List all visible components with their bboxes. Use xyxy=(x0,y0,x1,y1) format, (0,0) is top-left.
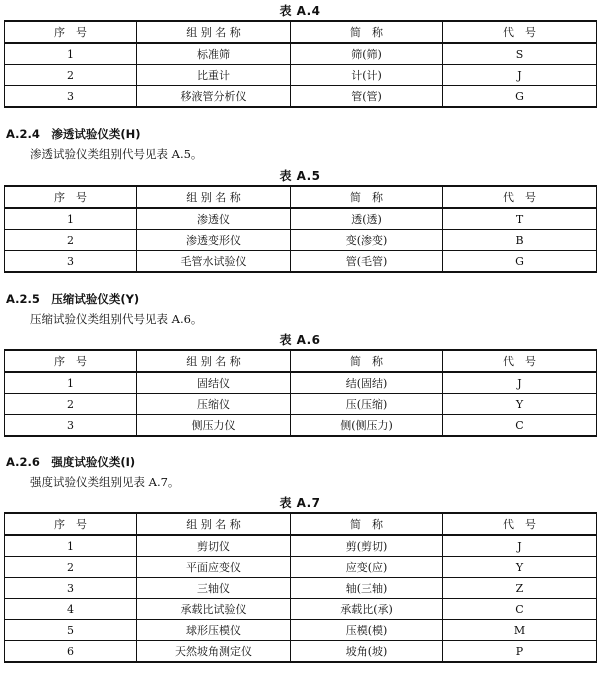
cell-serial: 5 xyxy=(5,620,137,641)
cell-group-name: 移液管分析仪 xyxy=(137,86,291,108)
cell-serial: 3 xyxy=(5,578,137,599)
table-row xyxy=(5,620,597,641)
section-heading-a26: A.2.6 强度试验仪类(I) xyxy=(6,455,136,469)
header-short-name: 简 称 xyxy=(291,186,443,208)
cell-serial: 3 xyxy=(5,415,137,437)
table-row xyxy=(5,208,597,230)
table-row xyxy=(5,230,597,251)
cell-code: J xyxy=(443,372,597,394)
cell-group-name: 球形压模仪 xyxy=(137,620,291,641)
section-text-a26: 强度试验仪类组别见表 A.7。 xyxy=(30,475,180,489)
header-code: 代 号 xyxy=(443,513,597,535)
header-short-name: 简 称 xyxy=(291,350,443,372)
header-group-name: 组 别 名 称 xyxy=(137,21,291,43)
header-group-name: 组 别 名 称 xyxy=(137,513,291,535)
header-code: 代 号 xyxy=(443,350,597,372)
table-row xyxy=(5,65,597,86)
cell-serial: 2 xyxy=(5,557,137,578)
header-code: 代 号 xyxy=(443,21,597,43)
header-group-name: 组 别 名 称 xyxy=(137,186,291,208)
cell-group-name: 渗透仪 xyxy=(137,208,291,230)
cell-serial: 2 xyxy=(5,65,137,86)
header-group-name: 组 别 名 称 xyxy=(137,350,291,372)
table-a5 xyxy=(4,185,597,273)
cell-serial: 6 xyxy=(5,641,137,663)
cell-short-name: 压(压缩) xyxy=(291,394,443,415)
cell-code: T xyxy=(443,208,597,230)
cell-code: B xyxy=(443,230,597,251)
cell-code: G xyxy=(443,251,597,273)
section-heading-a24: A.2.4 渗透试验仪类(H) xyxy=(6,127,141,141)
cell-short-name: 轴(三轴) xyxy=(291,578,443,599)
table-header-row xyxy=(5,350,597,372)
cell-code: C xyxy=(443,599,597,620)
cell-code: P xyxy=(443,641,597,663)
cell-short-name: 筛(筛) xyxy=(291,43,443,65)
cell-code: J xyxy=(443,535,597,557)
cell-short-name: 压模(模) xyxy=(291,620,443,641)
cell-group-name: 剪切仪 xyxy=(137,535,291,557)
cell-serial: 1 xyxy=(5,208,137,230)
cell-short-name: 侧(侧压力) xyxy=(291,415,443,437)
header-serial: 序 号 xyxy=(5,21,137,43)
table-row xyxy=(5,557,597,578)
cell-serial: 2 xyxy=(5,394,137,415)
section-heading-a25: A.2.5 压缩试验仪类(Y) xyxy=(6,292,140,306)
cell-short-name: 剪(剪切) xyxy=(291,535,443,557)
cell-short-name: 承载比(承) xyxy=(291,599,443,620)
table-row xyxy=(5,599,597,620)
section-text-a24: 渗透试验仪类组别代号见表 A.5。 xyxy=(30,147,203,161)
table-a4-caption: 表 A.4 xyxy=(279,4,321,18)
cell-serial: 1 xyxy=(5,535,137,557)
cell-code: S xyxy=(443,43,597,65)
table-a6-caption: 表 A.6 xyxy=(279,333,321,347)
cell-short-name: 应变(应) xyxy=(291,557,443,578)
cell-code: C xyxy=(443,415,597,437)
table-header-row xyxy=(5,21,597,43)
cell-group-name: 比重计 xyxy=(137,65,291,86)
table-row xyxy=(5,43,597,65)
section-text-a25: 压缩试验仪类组别代号见表 A.6。 xyxy=(30,312,203,326)
cell-short-name: 透(透) xyxy=(291,208,443,230)
cell-serial: 3 xyxy=(5,251,137,273)
cell-serial: 1 xyxy=(5,372,137,394)
table-row xyxy=(5,578,597,599)
table-row xyxy=(5,394,597,415)
header-short-name: 简 称 xyxy=(291,513,443,535)
cell-group-name: 固结仪 xyxy=(137,372,291,394)
cell-code: Y xyxy=(443,394,597,415)
header-short-name: 简 称 xyxy=(291,21,443,43)
cell-short-name: 管(毛管) xyxy=(291,251,443,273)
cell-group-name: 压缩仪 xyxy=(137,394,291,415)
cell-serial: 1 xyxy=(5,43,137,65)
cell-short-name: 坡角(坡) xyxy=(291,641,443,663)
cell-code: M xyxy=(443,620,597,641)
cell-short-name: 管(管) xyxy=(291,86,443,108)
cell-serial: 4 xyxy=(5,599,137,620)
header-serial: 序 号 xyxy=(5,186,137,208)
cell-code: Z xyxy=(443,578,597,599)
table-a5-caption: 表 A.5 xyxy=(279,169,321,183)
cell-group-name: 渗透变形仪 xyxy=(137,230,291,251)
cell-group-name: 毛管水试验仪 xyxy=(137,251,291,273)
table-row xyxy=(5,86,597,108)
table-a7-caption: 表 A.7 xyxy=(279,496,321,510)
table-header-row xyxy=(5,186,597,208)
cell-short-name: 结(固结) xyxy=(291,372,443,394)
cell-group-name: 天然坡角测定仪 xyxy=(137,641,291,663)
table-row xyxy=(5,535,597,557)
table-row xyxy=(5,641,597,663)
table-row xyxy=(5,251,597,273)
cell-group-name: 承载比试验仪 xyxy=(137,599,291,620)
table-a6 xyxy=(4,349,597,437)
cell-code: J xyxy=(443,65,597,86)
table-row xyxy=(5,415,597,437)
header-code: 代 号 xyxy=(443,186,597,208)
cell-serial: 2 xyxy=(5,230,137,251)
cell-group-name: 平面应变仪 xyxy=(137,557,291,578)
cell-short-name: 变(渗变) xyxy=(291,230,443,251)
cell-group-name: 标准筛 xyxy=(137,43,291,65)
cell-code: G xyxy=(443,86,597,108)
header-serial: 序 号 xyxy=(5,350,137,372)
cell-short-name: 计(计) xyxy=(291,65,443,86)
header-serial: 序 号 xyxy=(5,513,137,535)
cell-group-name: 三轴仪 xyxy=(137,578,291,599)
cell-code: Y xyxy=(443,557,597,578)
cell-serial: 3 xyxy=(5,86,137,108)
table-a4 xyxy=(4,20,597,108)
table-row xyxy=(5,372,597,394)
table-a7 xyxy=(4,512,597,663)
table-header-row xyxy=(5,513,597,535)
cell-group-name: 侧压力仪 xyxy=(137,415,291,437)
